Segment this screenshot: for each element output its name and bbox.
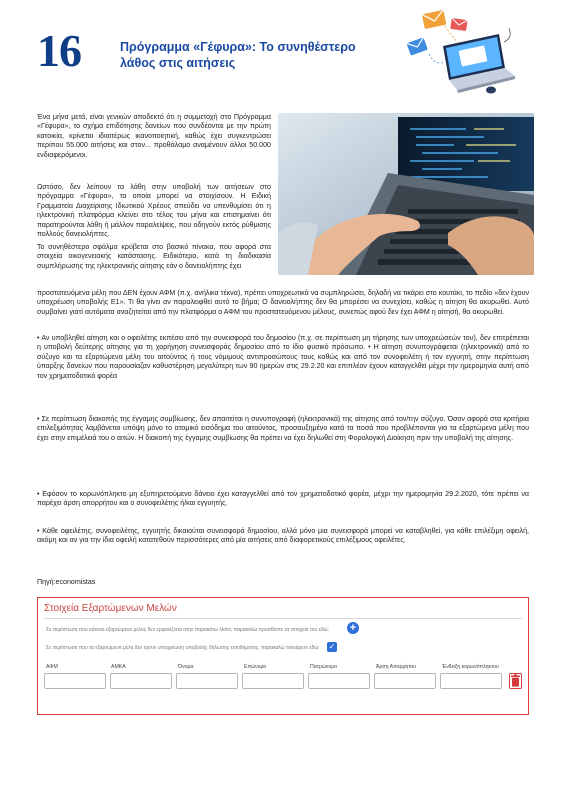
delete-row-button[interactable]: [509, 673, 522, 689]
form-title: Στοιχεία Εξαρτώμενων Μελών: [44, 603, 177, 614]
page-number: 16: [37, 25, 81, 76]
source-credit: Πηγή:economistas: [37, 578, 96, 586]
laptop-email-illustration: [405, 10, 517, 96]
label-father-name: Πατρώνυμο: [310, 664, 338, 670]
label-afm: ΑΦΜ: [46, 664, 58, 670]
envelope-icon: [450, 18, 467, 31]
label-covid-affected: Ένδειξη κορωνόπληκτου: [442, 664, 499, 670]
paragraph-common-error: Το συνηθέστερο σφάλμα κρύβεται στο βασικό πίνακα, που αφορά στα στοιχεία οικογενειακής κατάστασης. Ειδικότερα, κατά τη διαδικασία συμπλήρωσης της ηλεκτρονικής αίτησης εάν ο δανειολήπτης έχει: [37, 243, 271, 270]
form-divider: [44, 618, 522, 619]
laptop-icon: [443, 34, 515, 93]
paragraph-bullets-1: • Αν υποβληθεί αίτηση και ο οφειλέτης εκπέσει από την συνεισφορά του δημοσίου (π.χ. σε περίπτωση μη τήρησης των υποχρεώσεών του), δεν επιτρέπεται η υποβολή δεύτερης αίτησης για τη χορήγηση συνεισφοράς δημοσίου από το ίδιο φυσικό πρόσωπο. • Η αίτηση συνυπογράφεται (ηλεκτρονικά) από το σύζυγο και τα εξαρτώμενα μέλη του αιτούντος ή τους νόμιμους αντιπροσώπους τους καθώς και από τον συνοφειλέτη ή τον εγγυητή, στην περίπτωση ύπαρξης δανείων που παρουσίαζαν καθυστέρηση μεγαλύτερη των 90 ημερών στις 29.2.20 και επιπλέον έχουν καταγγελθεί μέχρι την ημερομηνία αυτή από τον χρηματοδοτικό φορέα: [37, 334, 529, 380]
paragraph-bullet-terminated-loan: • Εφόσον το κορωνόπληκτο μη εξυπηρετούμενο δάνειο έχει καταγγελθεί από τον χρηματοδοτικό φορέα, μέχρι την ημερομηνία 29.2.2020, τότε πρέπει να παρέχει άρση απορρήτου και ο συνοφειλέτης ή/και εγγυητής.: [37, 490, 529, 508]
no-e1-checkbox[interactable]: ✓: [328, 642, 336, 651]
typing-hands-photo: [278, 113, 534, 275]
paragraph-afm: προστατευόμενα μέλη που ΔΕΝ έχουν ΑΦΜ (π.χ. ανήλικα τέκνα), πρέπει υποχρεωτικά να συμπληρώσει, δηλαδή να τικάρει στο κουτάκι, το πεδίο «δεν έχουν υποχρέωση υποβολής Ε1». Τι θα γίνει αν παραλειφθεί αυτό το βήμα; Ο δανειολήπτης δεν θα μπορέσει να συνεχίσει, καθώς η αίτηση θα ακυρωθεί. Αυτό συμβαίνει γιατί αυτόματα αναζητείται από την πλατφόρμα ο ΑΦΜ του προστατευόμενου μέλους, συνεπώς αφού δεν έχει ΑΦΜ η αίτησή, θα ακυρωθεί.: [37, 289, 529, 316]
afm-input[interactable]: [44, 673, 106, 689]
mouse-icon: [486, 87, 496, 94]
paragraph-bullet-contribution: • Κάθε οφειλέτης, συνοφειλέτης, εγγυητής δικαιούται συνεισφορά δημοσίου, αλλά μόνο μια συνεισφορά μπορεί να καταβληθεί, για κάθε επιλέξιμη οφειλή, ακόμη και αν για την ίδια οφειλή κατατεθούν περισσότερες από μία αιτήσεις από διαφορετικούς επιλέξιμους οφειλέτες.: [37, 527, 529, 545]
amka-input[interactable]: [110, 673, 172, 689]
dependents-form-screenshot: [37, 597, 529, 715]
first-name-input[interactable]: [176, 673, 238, 689]
add-member-instruction: Σε περίπτωση που κάποιο εξαρτώμενο μέλος δεν εμφανίζεται στην παρακάτω λίστα, παρακαλώ προσθέστε τα στοιχεία του εδώ:: [46, 627, 329, 633]
label-amka: ΑΜΚΑ: [111, 664, 126, 670]
envelope-icon: [406, 37, 427, 55]
covid-affected-input[interactable]: [440, 673, 502, 689]
add-plus-icon[interactable]: +: [347, 622, 359, 634]
article-title: [120, 39, 400, 71]
last-name-input[interactable]: [242, 673, 304, 689]
envelope-icon: [422, 10, 447, 29]
no-e1-instruction: Σε περίπτωση που τα εξαρτώμενα μέλη δεν έχουν υποχρέωση υποβολής δήλωσης εισοδήματος, παρακαλώ τσεκάρετε εδώ:: [46, 645, 320, 651]
label-first-name: Όνομα: [178, 664, 194, 670]
trash-icon: [510, 674, 521, 688]
secrecy-waiver-input[interactable]: [374, 673, 436, 689]
article-title-line-2: λάθος στις αιτήσεις: [120, 56, 236, 70]
label-secrecy-waiver: Άρση Απορρήτου: [376, 664, 416, 670]
label-last-name: Επώνυμο: [244, 664, 267, 670]
father-name-input[interactable]: [308, 673, 370, 689]
article-title-line-1: Πρόγραμμα «Γέφυρα»: Το συνηθέστερο: [120, 40, 356, 54]
paragraph-intro: Ένα μήνα μετά, είναι γενικών αποδεκτό ότι η συμμετοχή στο Πρόγραμμα «Γέφυρα», το σχήμα επιδότησης δανείων που συνδέονται με την πρώτη κατοικία, κρίνεται ιδιαιτέρως ικανοποιητική, καθώς έχει συγκεντρώσει περίπου 55.000 αιτήσεις και στον... προθάλαμο αναμένουν άλλοι 50.000 ενδιαφερόμενοι.: [37, 113, 271, 159]
paragraph-bullet-divorce: • Σε περίπτωση διακοπής της έγγαμης συμβίωσης, δεν απαιτείται η συνυπογραφή (ηλεκτρονικά) της αίτησης από τον/την σύζυγο. Όσον αφορά στα κριτήρια επιλεξιμότητας λαμβάνεται υπόψη μόνο το ατομικό εισόδημα του αιτούντος, προσαυξημένο κατά τα ποσά που προβλέπονται για τα εξαρτώμενα μέλη που έχει στην επιμέλειά του ο αιτών. Η διακοπή της έγγαμης συμβίωσης θα πρέπει να έχει δηλωθεί στη Φορολογική Διοίκηση πριν την υποβολή της αίτησης.: [37, 415, 529, 442]
paragraph-errors: Ωστόσο, δεν λείπουν τα λάθη στην υποβολή των αιτήσεων στο πρόγραμμα «Γέφυρα», τα οποία μπορεί να στοιχίσουν. Η Ειδική Γραμματεία Διαχείρισης Ιδιωτικού Χρέους σπεύδει να υπενθυμίσει ότι η ηλεκτρονική πλατφόρμα κλείνει στο τέλος του μήνα και επισημαίνει ότι παρατηρούνται λάθη ή μάλλον παραλείψεις, που οδηγούν εκτός ρύθμισης πολλούς δανειολήπτες.: [37, 183, 271, 239]
